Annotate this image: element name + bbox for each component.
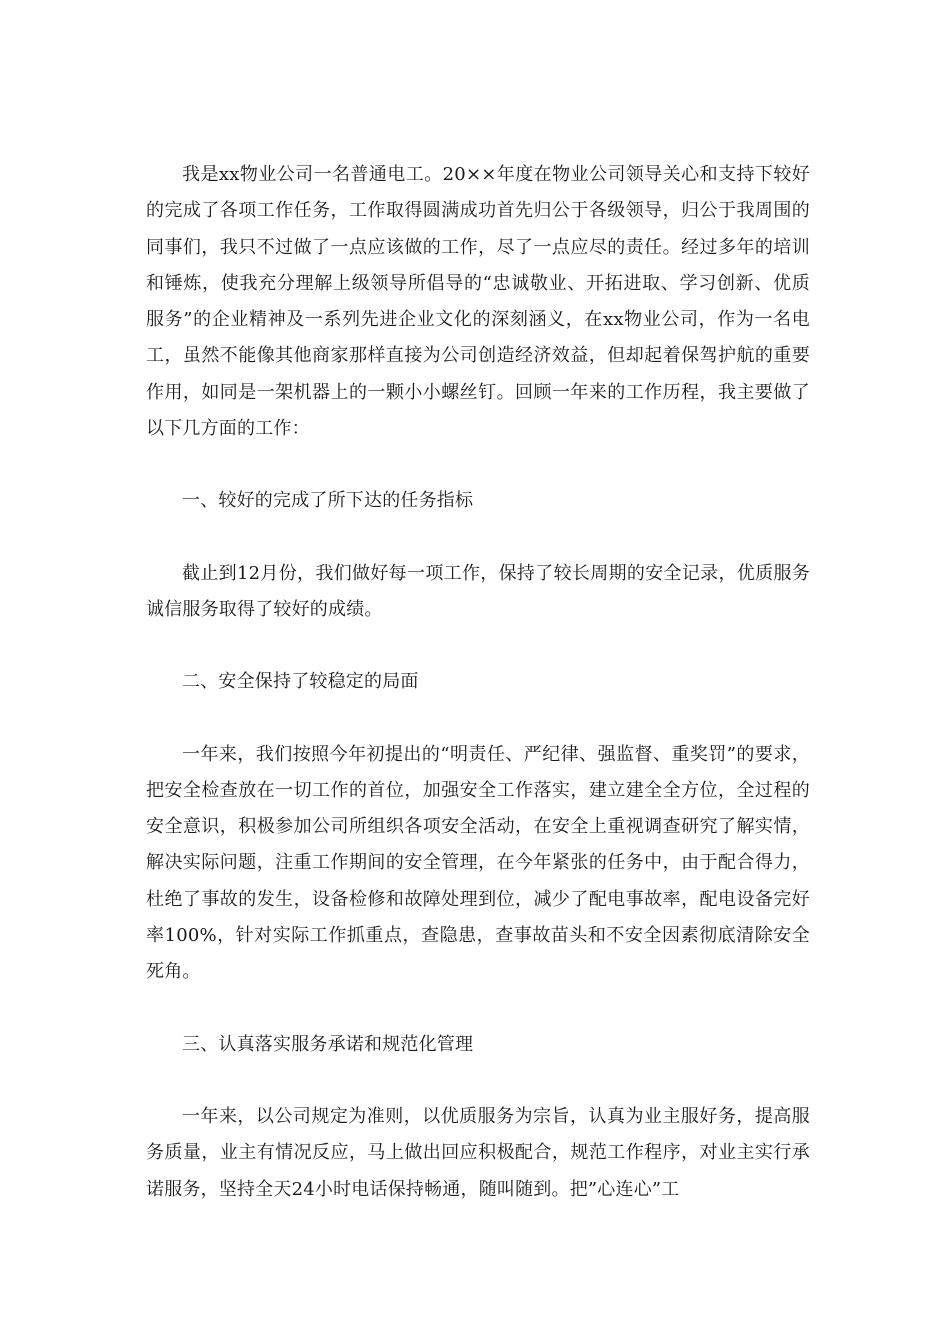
section-heading-1: 一、较好的完成了所下达的任务指标 xyxy=(182,490,474,512)
section-2-paragraph: 一年来，我们按照今年初提出的“明责任、严纪律、强监督、重奖罚”的要求，把安全检查放在一切工作的首位，加强安全工作落实，建立建全全方位，全过程的安全意识，积极参加公司所组织各项安全活动，在安全上重视调查研究了解实情，解决实际问题，注重工作期间的安全管理，在今年紧张的任务中，由于配合得力，杜绝了事故的发生，设备检修和故障处理到位，减少了配电事故率，配电设备完好率100%，针对实际工作抓重点，查隐患，查事故苗头和不安全因素彻底清除安全死角。 xyxy=(146,743,810,983)
section-3-paragraph: 一年来，以公司规定为准则，以优质服务为宗旨，认真为业主服好务，提高服务质量，业主有情况反应，马上做出回应积极配合，规范工作程序，对业主实行承诺服务，坚持全天24小时电话保持畅通，随叫随到。把”心连心”工 xyxy=(146,1105,810,1200)
intro-paragraph: 我是xx物业公司一名普通电工。20××年度在物业公司领导关心和支持下较好的完成了各项工作任务，工作取得圆满成功首先归公于各级领导，归公于我周围的同事们，我只不过做了一点应该做的工作，尽了一点应尽的责任。经过多年的培训和锤炼，使我充分理解上级领导所倡导的“忠诚敬业、开拓进取、学习创新、优质服务”的企业精神及一系列先进企业文化的深刻涵义，在xx物业公司，作为一名电工，虽然不能像其他商家那样直接为公司创造经济效益，但却起着保驾护航的重要作用，如同是一架机器上的一颗小小螺丝钉。回顾一年来的工作历程，我主要做了以下几方面的工作： xyxy=(146,164,810,440)
paragraph-spacer xyxy=(146,991,810,1027)
paragraph-spacer xyxy=(146,628,810,664)
section-heading-2: 二、安全保持了较稳定的局面 xyxy=(182,671,419,693)
section-1-paragraph: 截止到12月份，我们做好每一项工作，保持了较长周期的安全记录，优质服务诚信服务取得了较好的成绩。 xyxy=(146,562,810,620)
paragraph-spacer xyxy=(146,447,810,483)
paragraph-spacer xyxy=(146,520,810,556)
paragraph-spacer xyxy=(146,1063,810,1099)
document-body xyxy=(146,157,810,1208)
paragraph-spacer xyxy=(146,701,810,737)
section-heading-3: 三、认真落实服务承诺和规范化管理 xyxy=(182,1033,474,1055)
